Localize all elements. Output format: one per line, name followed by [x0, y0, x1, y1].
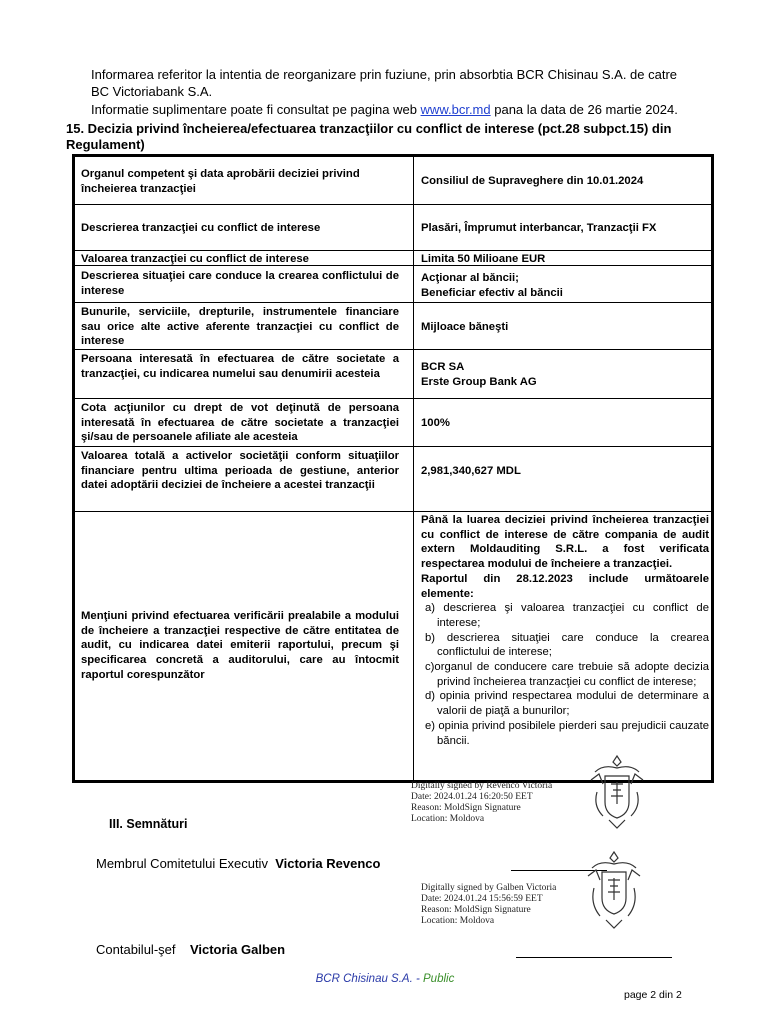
list-item: c)organul de conducere care trebuie să adopte decizia privind încheierea tranzacţiei cu conflict de interese; [425, 661, 709, 688]
audit-report-elements [421, 601, 709, 748]
value-line: Beneficiar efectiv al băncii [421, 286, 563, 299]
intro-line-3 [91, 101, 731, 118]
row-value-voting-shares: 100% [421, 417, 450, 429]
intro-line-3-end: pana la data de 26 martie 2024. [490, 102, 678, 117]
signature-line: Date: 2024.01.24 16:20:50 EET [411, 792, 533, 802]
row-divider [75, 204, 711, 205]
member-name: Victoria Revenco [275, 856, 381, 871]
coat-of-arms-seal-icon [585, 752, 649, 832]
row-label-transaction-description: Descrierea tranzacţiei cu conflict de interese [81, 222, 321, 234]
row-value-interested-person [421, 360, 709, 389]
list-item: a) descrierea şi valoarea tranzacţiei cu conflict de interese; [425, 602, 709, 629]
value-line: Erste Group Bank AG [421, 375, 537, 388]
row-label-voting-shares: Cota acţiunilor cu drept de vot deţinută de persoana interesată în efectuarea de către societate a tranzacţiei şi/sau de persoanele afiliate ale acesteia [81, 402, 399, 444]
value-line: BCR SA [421, 361, 465, 373]
footer-classification [0, 973, 770, 985]
row-value-competent-body: Consiliul de Supraveghere din 10.01.2024 [421, 175, 644, 187]
section-15-title: 15. Decizia privind încheierea/efectuarea tranzacţiilor cu conflict de interese (pct.28 subpct.15) din Regulament) [66, 121, 672, 152]
row-value-audit-verification [421, 513, 709, 748]
signature-line: Location: Moldova [421, 916, 495, 926]
accountant-role: Contabilul-şef [96, 942, 176, 957]
intro-line-3-text: Informatie suplimentare poate fi consultat pe pagina web [91, 102, 421, 117]
signatures-heading: III. Semnături [109, 817, 188, 831]
signature-line: Digitally signed by Galben Victoria [421, 883, 557, 893]
row-divider [75, 250, 711, 251]
row-divider [75, 511, 711, 512]
digital-signature-revenco [411, 781, 552, 825]
intro-line-2: BC Victoriabank S.A. [91, 84, 213, 99]
coat-of-arms-seal-icon [582, 848, 646, 932]
list-item: e) opinia privind posibilele pierderi sau prejudicii cauzate băncii. [425, 719, 709, 747]
row-value-transaction-value: Limita 50 Milioane EUR [421, 253, 546, 265]
signature-line: Reason: MoldSign Signature [411, 803, 521, 813]
signature-underline [516, 957, 672, 958]
accountant-signature-line [96, 942, 285, 957]
signature-line: Date: 2024.01.24 15:56:59 EET [421, 894, 543, 904]
audit-paragraph-2: Raportul din 28.12.2023 include următoarele elemente: [421, 572, 709, 600]
member-signature-line [96, 856, 380, 871]
list-item: b) descrierea situaţiei care conduce la crearea conflictului de interese; [425, 631, 709, 659]
signature-line: Reason: MoldSign Signature [421, 905, 531, 915]
row-label-situation-description: Descrierea situaţiei care conduce la crearea conflictului de interese [81, 270, 399, 297]
row-label-transaction-value: Valoarea tranzacţiei cu conflict de interese [81, 253, 309, 265]
row-value-situation-description [421, 271, 709, 300]
signature-line: Location: Moldova [411, 814, 485, 824]
footer-company: BCR Chisinau S.A. - [315, 973, 424, 985]
intro-line-1: Informarea referitor la intentia de reorganizare prin fuziune, prin absorbtia BCR Chisinau S.A. de catre [91, 67, 678, 82]
row-divider [75, 446, 711, 447]
member-role: Membrul Comitetului Executiv [96, 856, 268, 871]
list-item: d) opinia privind respectarea modului de determinare a valorii de piaţă a bunurilor; [425, 690, 709, 718]
row-divider [75, 398, 711, 399]
digital-signature-galben [421, 883, 556, 927]
bcr-website-link[interactable]: www.bcr.md [420, 102, 491, 117]
row-value-total-assets: 2,981,340,627 MDL [421, 465, 521, 477]
page-number: page 2 din 2 [624, 989, 682, 1001]
row-label-assets: Bunurile, serviciile, drepturile, instrumentele financiare sau orice alte active aferente tranzacţiei cu conflict de interese [81, 306, 399, 348]
row-label-total-assets: Valoarea totală a activelor societăţii conform situaţiilor financiare pentru ultima perioada de gestiune, anterior datei adoptării deciziei de încheiere a acestei tranzacţii [81, 450, 399, 492]
row-label-audit-verification: Menţiuni privind efectuarea verificării prealabile a modului de încheiere a tranzacţiei respective de către entitatea de audit, cu indicarea datei emiterii raportului, precum şi specificarea concretă a auditorului, care au întocmit raportul corespunzător [81, 610, 399, 681]
conflict-of-interest-table [72, 154, 714, 783]
row-divider [75, 349, 711, 350]
row-label-interested-person: Persoana interesată în efectuarea de către societate a tranzacţiei, cu indicarea numelui sau denumirii acesteia [81, 353, 399, 380]
footer-public-label: Public [423, 973, 455, 985]
row-divider [75, 302, 711, 303]
value-line: Acţionar al băncii; [421, 272, 519, 284]
signature-line: Digitally signed by Revenco Victoria [411, 781, 553, 791]
audit-paragraph-1: Până la luarea deciziei privind încheierea tranzacţiei cu conflict de interese de către compania de audit extern Moldauditing S.R.L. a fost verificata respectarea modului de încheiere a tranzacţiei. [421, 514, 709, 571]
row-value-transaction-description: Plasări, Împrumut interbancar, Tranzacţii FX [421, 222, 657, 234]
row-label-competent-body: Organul competent şi data aprobării deciziei privind încheierea tranzacţiei [81, 168, 360, 195]
accountant-name: Victoria Galben [189, 942, 286, 957]
row-value-assets: Mijloace băneşti [421, 321, 509, 333]
